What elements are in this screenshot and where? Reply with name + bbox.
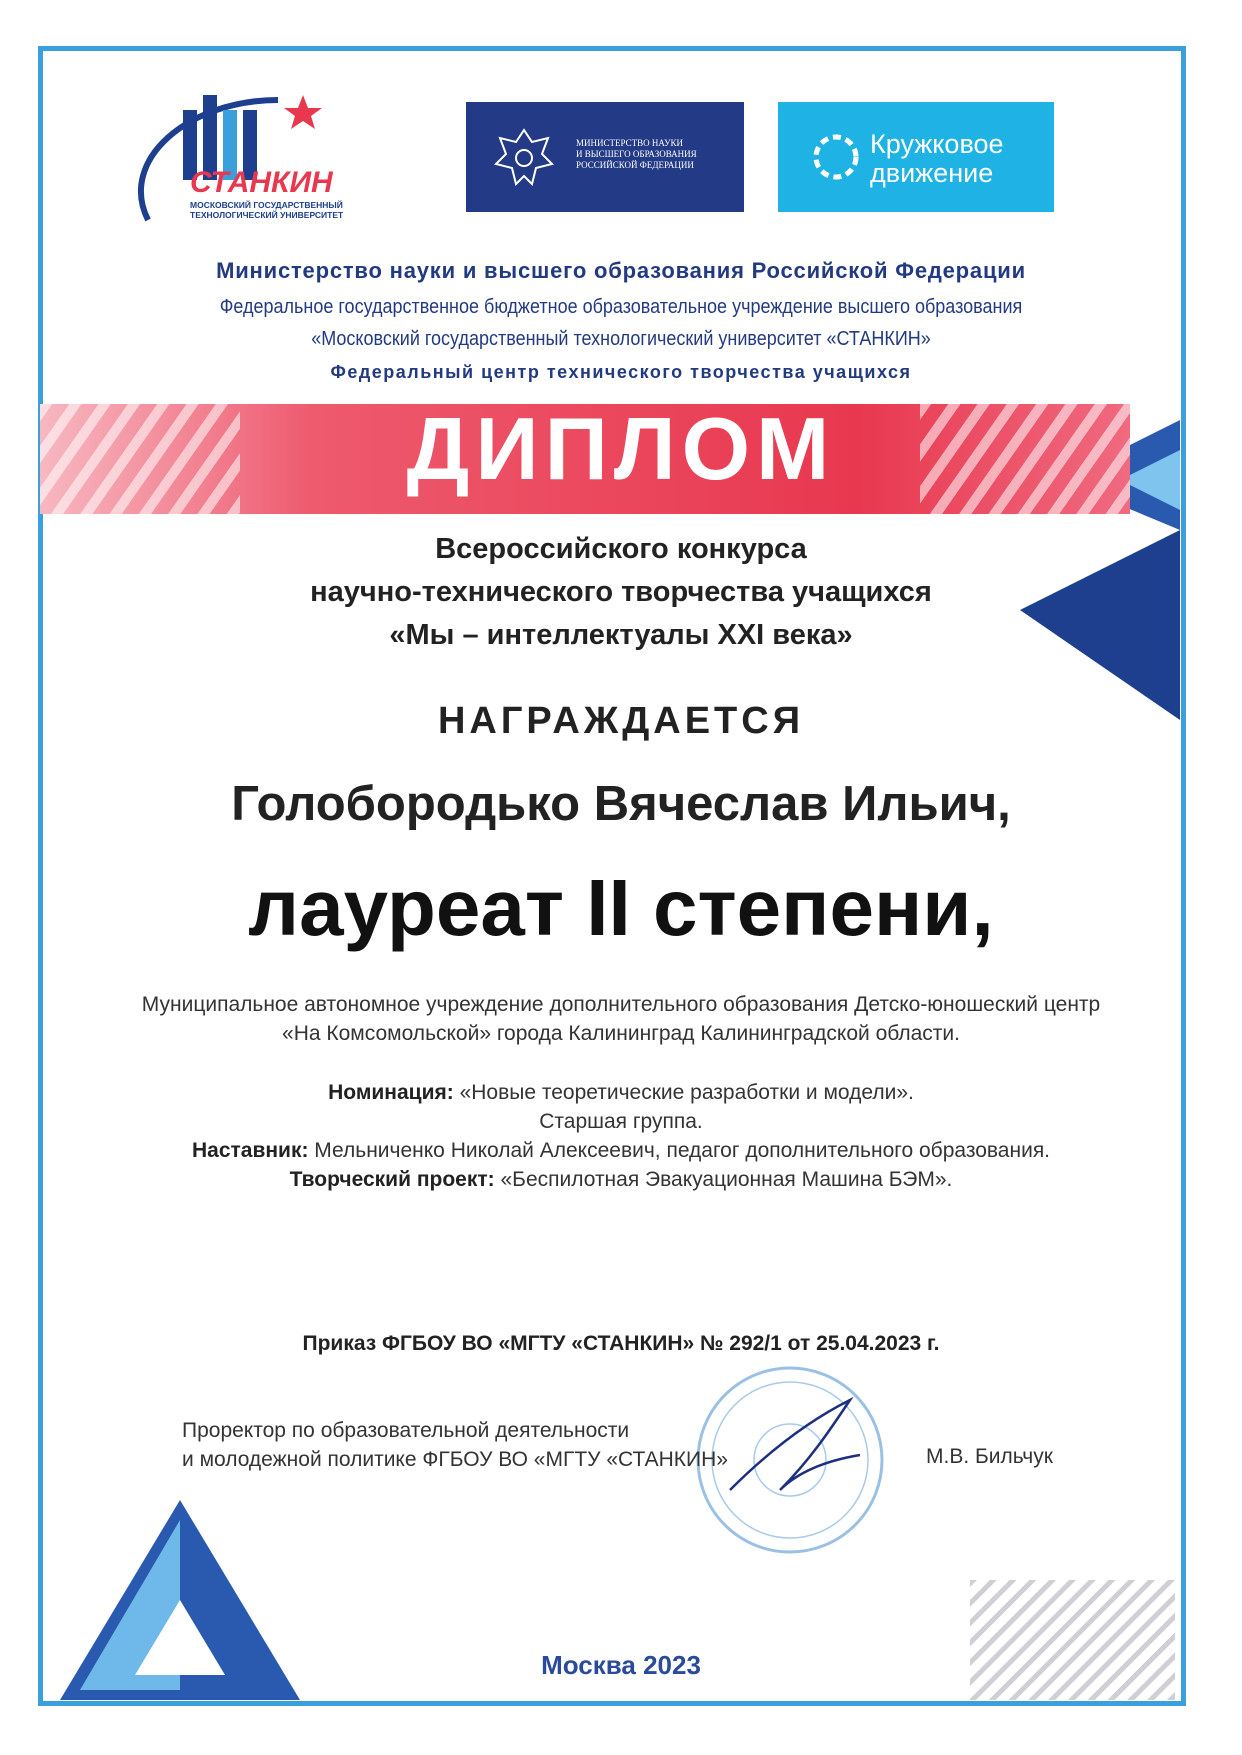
- ministry-logo-text: МИНИСТЕРСТВО НАУКИ И ВЫСШЕГО ОБРАЗОВАНИЯ РОССИЙСКОЙ ФЕДЕРАЦИИ: [576, 138, 697, 170]
- ministry-logo: [466, 102, 744, 212]
- recipient-institution: [0, 990, 1242, 1048]
- mentor-label: Наставник:: [191, 1139, 309, 1162]
- kruzhok-emblem-icon: [808, 126, 864, 188]
- ministry-heading: Министерство науки и высшего образования Российской Федерации: [216, 258, 1026, 283]
- project-value: «Беспилотная Эвакуационная Машина БЭМ».: [494, 1168, 953, 1191]
- contest-line-3: «Мы – интеллектуалы XXI века»: [389, 619, 853, 651]
- contest-line-1: Всероссийского конкурса: [435, 533, 807, 565]
- svg-text:МОСКОВСКИЙ ГОСУДАРСТВЕННЫЙ: МОСКОВСКИЙ ГОСУДАРСТВЕННЫЙ: [190, 200, 343, 210]
- center-name: Федеральный центр технического творчества учащихся: [330, 362, 912, 382]
- institution-name: «Московский государственный технологический университет «СТАНКИН»: [311, 328, 931, 350]
- signatory-title: [182, 1416, 728, 1474]
- svg-text:ТЕХНОЛОГИЧЕСКИЙ УНИВЕРСИТЕТ: ТЕХНОЛОГИЧЕСКИЙ УНИВЕРСИТЕТ: [190, 210, 344, 220]
- signatory-line-2: и молодежной политике ФГБОУ ВО «МГТУ «СТАНКИН»: [182, 1448, 728, 1471]
- stankin-wordmark: СТАНКИН: [190, 166, 333, 199]
- project-row: [0, 1165, 1242, 1194]
- stankin-logo: [128, 80, 418, 240]
- kruzhok-logo-text: Кружковое движение: [870, 129, 1004, 188]
- recipient-name: Голобородько Вячеслав Ильич,: [231, 777, 1011, 831]
- nomination-row: [0, 1078, 1242, 1107]
- diploma-title: ДИПЛОМ: [406, 399, 836, 498]
- mentor-row: [0, 1136, 1242, 1165]
- nomination-value: «Новые теоретические разработки и модели».: [453, 1081, 914, 1104]
- signatory-line-1: Проректор по образовательной деятельности: [182, 1419, 630, 1442]
- institution-type: Федеральное государственное бюджетное образовательное учреждение высшего образования: [219, 296, 1023, 318]
- contest-title: [0, 528, 1242, 657]
- contest-line-2: научно-технического творчества учащихся: [310, 576, 932, 608]
- project-label: Творческий проект:: [289, 1168, 495, 1191]
- mentor-value: Мельниченко Николай Алексеевич, педагог дополнительного образования.: [308, 1139, 1051, 1162]
- signatory-name: М.В. Бильчук: [926, 1445, 1053, 1468]
- award-details: [0, 1078, 1242, 1194]
- award-degree: лауреат II степени,: [248, 863, 994, 952]
- city-year: Москва 2023: [541, 1650, 701, 1680]
- nomination-label: Номинация:: [328, 1081, 454, 1104]
- kruzhkovoe-logo: [778, 102, 1054, 212]
- institution-line-2: «На Комсомольской» города Калининград Калининградской области.: [282, 1022, 960, 1045]
- decorative-stripes: [970, 1580, 1175, 1700]
- group-row: Старшая группа.: [539, 1110, 703, 1133]
- eagle-emblem-icon: [488, 124, 560, 192]
- awarded-label: НАГРАЖДАЕТСЯ: [437, 700, 805, 742]
- order-reference: Приказ ФГБОУ ВО «МГТУ «СТАНКИН» № 292/1 от 25.04.2023 г.: [302, 1332, 940, 1355]
- institution-line-1: Муниципальное автономное учреждение дополнительного образования Детско-юношеский центр: [141, 993, 1101, 1016]
